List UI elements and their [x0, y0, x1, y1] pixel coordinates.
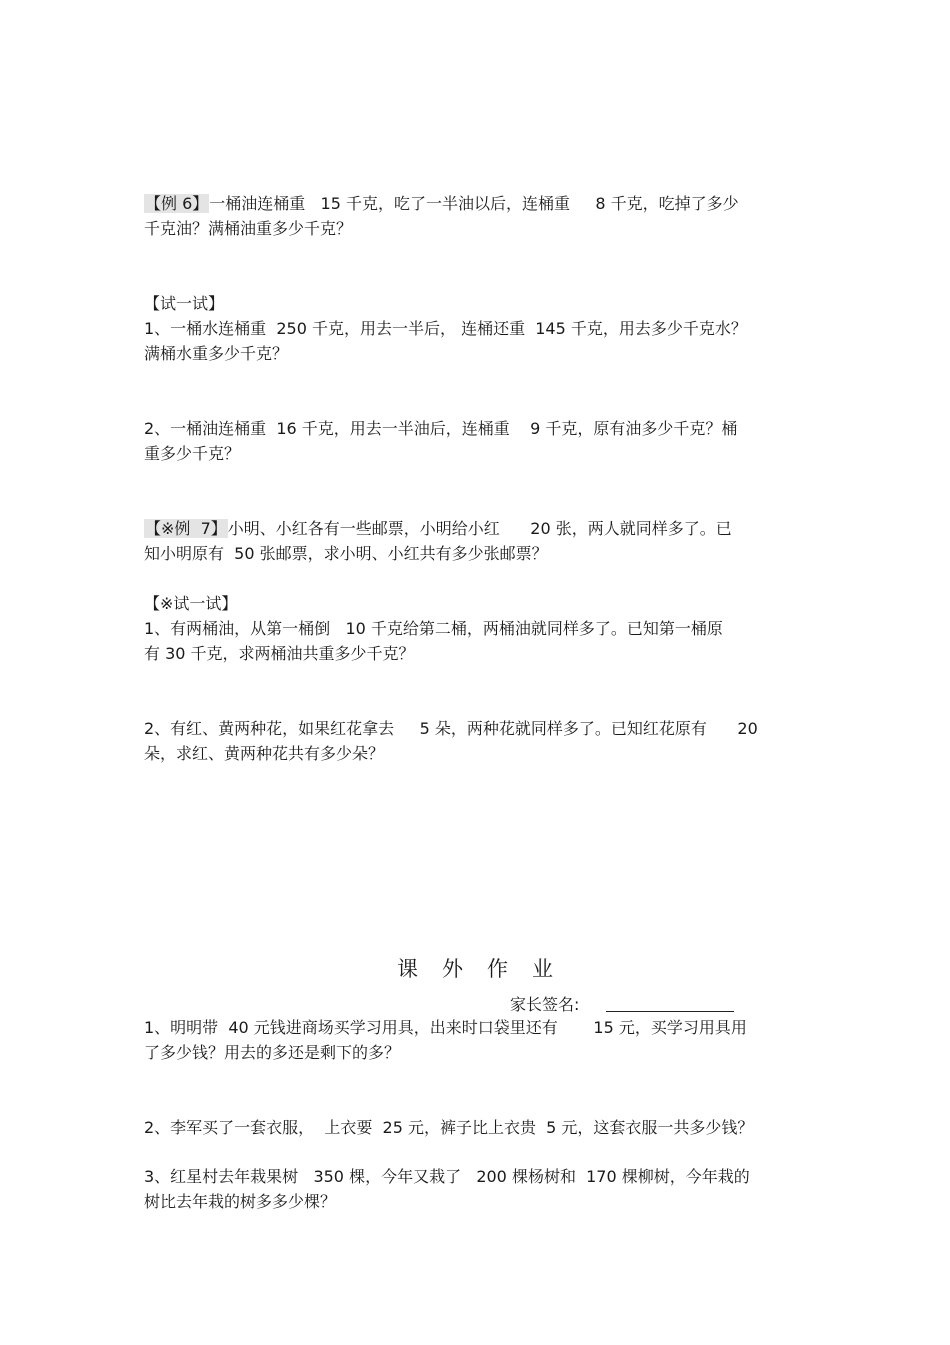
- try-2-q2-line-2: 朵，求红、黄两种花共有多少朵？: [144, 744, 385, 763]
- parent-signature-line: [606, 1011, 734, 1012]
- example-6-text-1: 一桶油连桶重 15 千克，吃了一半油以后，连桶重 8 千克，吃掉了多少: [209, 194, 739, 213]
- try-q1-line-1: 1、一桶水连桶重 250 千克，用去一半后， 连桶还重 145 千克，用去多少千克水？: [144, 319, 747, 338]
- homework-q3-line-2: 树比去年栽的树多多少棵？: [144, 1192, 337, 1211]
- example-7-tag: 【※例 7】: [145, 519, 227, 538]
- homework-q3-line-1: 3、红星村去年栽果树 350 棵，今年又栽了 200 棵杨树和 170 棵柳树，今年栽的: [144, 1167, 750, 1186]
- try-q1-line-2: 满桶水重多少千克？: [144, 344, 289, 363]
- try-2-heading: 【※试一试】: [144, 594, 238, 613]
- example-6-tag: 【例 6】: [145, 194, 209, 213]
- homework-q1-line-2: 了多少钱？用去的多还是剩下的多？: [144, 1043, 401, 1062]
- try-heading: 【试一试】: [144, 294, 225, 313]
- try-q2-line-1: 2、一桶油连桶重 16 千克，用去一半油后，连桶重 9 千克，原有油多少千克？桶: [144, 419, 738, 438]
- try-2-q1-line-2: 有 30 千克，求两桶油共重多少千克？: [144, 644, 415, 663]
- example-7-text-1: 小明、小红各有一些邮票，小明给小红 20 张，两人就同样多了。已: [227, 519, 732, 538]
- example-7-line-1: [144, 518, 732, 540]
- try-q2-line-2: 重多少千克？: [144, 444, 241, 463]
- try-2-q1-line-1: 1、有两桶油，从第一桶倒 10 千克给第二桶，两桶油就同样多了。已知第一桶原: [144, 619, 723, 638]
- homework-title: 课外作业: [397, 957, 577, 981]
- homework-q1-line-1: 1、明明带 40 元钱进商场买学习用具，出来时口袋里还有 15 元，买学习用具用: [144, 1018, 747, 1037]
- parent-signature-label: 家长签名:: [510, 995, 580, 1014]
- homework-q2-line-1: 2、李军买了一套衣服， 上衣要 25 元，裤子比上衣贵 5 元，这套衣服一共多少钱？: [144, 1118, 754, 1137]
- try-2-q2-line-1: 2、有红、黄两种花，如果红花拿去 5 朵，两种花就同样多了。已知红花原有 20: [144, 719, 758, 738]
- example-7-line-2: 知小明原有 50 张邮票，求小明、小红共有多少张邮票？: [144, 544, 548, 563]
- example-6-line-2: 千克油？满桶油重多少千克？: [144, 219, 353, 238]
- example-6-line-1: [144, 193, 739, 215]
